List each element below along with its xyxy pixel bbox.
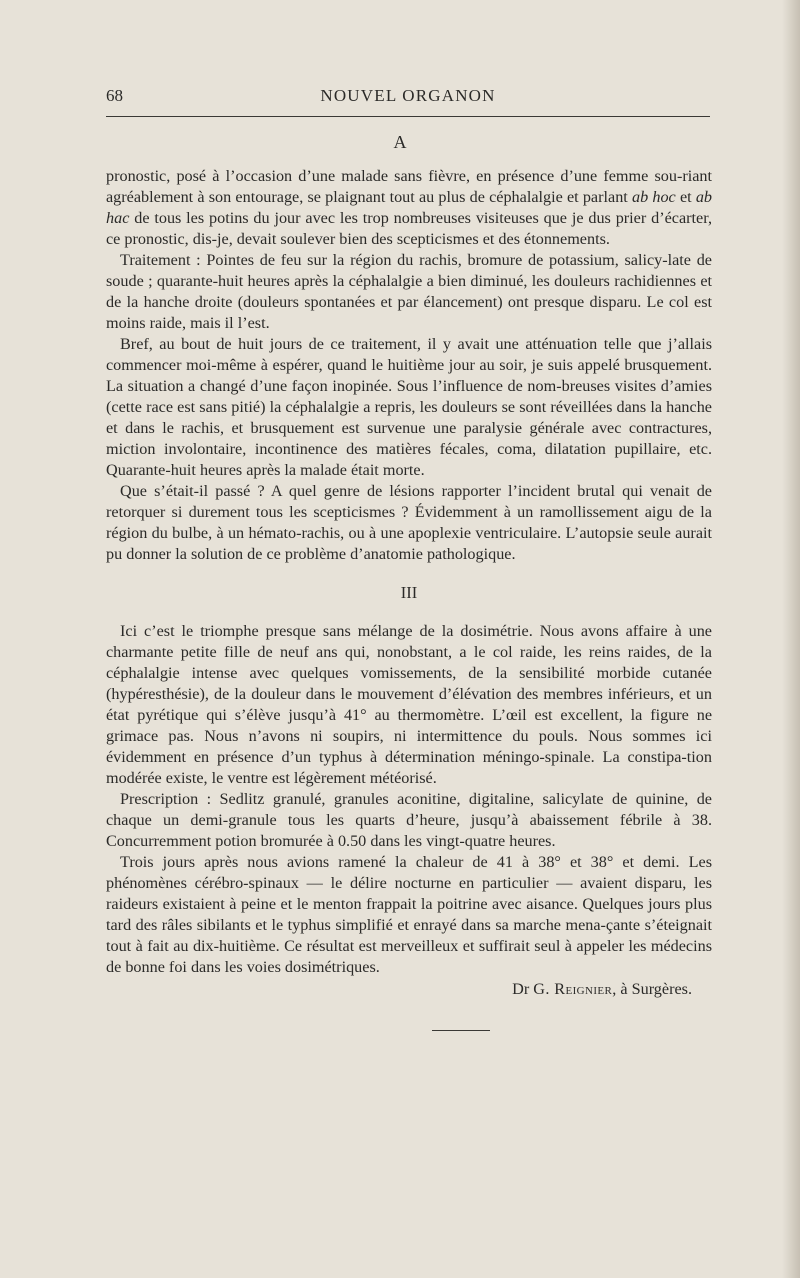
paragraph: Trois jours après nous avions ramené la chaleur de 41 à 38° et 38° et demi. Les phénomènes cérébro-spinaux — le délire nocturne en particulier — avaient disparu, les raideurs existaient à peine et le menton frappait la poitrine avec aisance. Quelques jours plus tard des râles sibilants et le typhus simplifié et enrayé dans sa marche mena-çante s’éteignait tout à fait au dix-huitième. Ce résultat est merveilleux et suffirait seul à appeler les médecins de bonne foi dans les voies dosimétriques. [106,853,712,976]
paragraph: Traitement : Pointes de feu sur la région du rachis, bromure de potassium, salicy-late de soude ; quarante-huit heures après la céphalalgie a bien diminué, les douleurs rachidiennes et de la hanche droite (douleurs spontanées et par élancement) ont presque disparu. Le col est moins raide, mais il l’est. [106,251,712,332]
paragraph: Ici c’est le triomphe presque sans mélange de la dosimétrie. Nous avons affaire à une charmante petite fille de neuf ans qui, nonobstant, a le col raide, les reins raides, de la céphalalgie intense avec quelques vomissements, de la sensibilité morbide cutanée (hypéresthésie), de la douleur dans le mouvement d’élévation des membres inférieurs, et un état pyrétique qui s’élève jusqu’à 41° au thermomètre. L’œil est excellent, la figure ne grimace pas. Nous n’avons ni soupirs, ni intermittence du pouls. Nous sommes ici évidemment en présence d’un typhus à détermination méningo-spinale. La constipa-tion modérée existe, le ventre est légèrement météorisé. [106,622,712,787]
author-title: Dr [512,980,530,998]
section-heading-a: A [393,132,407,152]
author-name: G. Reignier [533,980,613,998]
author-place: , à Surgères. [612,980,692,998]
header-rule [106,116,710,117]
paragraph: Bref, au bout de huit jours de ce traitement, il y avait une atténuation telle que j’allais commencer moi-même à espérer, quand le huitième jour au soir, je suis appelé brusquement. La situation a changé d’une façon inopinée. Sous l’influence de nom-breuses visites d’amies (cette race est sans pitié) la céphalalgie a repris, les douleurs se sont réveillées dans la hanche et dans le rachis, et brusquement est survenue une paralysie générale avec contractures, miction involontaire, incontinence des matières fécales, coma, dilatation pupillaire, etc. Quarante-huit heures après la malade était morte. [106,335,712,479]
running-title: NOUVEL ORGANON [320,86,496,105]
page-number: 68 [106,86,123,105]
end-rule [432,1030,490,1031]
page-edge-shadow [782,0,800,1278]
paragraph: pronostic, posé à l’occasion d’une malade sans fièvre, en présence d’une femme sou-riant agréablement à son entourage, se plaignant tout au plus de céphalalgie et parlant ab hoc et ab hac de tous les potins du jour avec les trop nombreuses visiteuses que je dus prier d’écarter, ce pronostic, dis-je, devait soulever bien des scepticismes et des étonnements. [106,167,713,248]
author-signature [106,979,712,1000]
latin-phrase: ab hoc [631,188,676,206]
section-heading-iii: III [400,583,418,602]
page-header [106,86,710,110]
body-text [106,166,712,1031]
latin-phrase: ab hac [106,188,713,227]
paragraph: Prescription : Sedlitz granulé, granules aconitine, digitaline, salicylate de quinine, de chaque un demi-granule tous les quarts d’heure, jusqu’à abaissement fébrile à 38. Concurremment potion bromurée à 0.50 dans les vingt-quatre heures. [106,790,712,850]
paragraph: Que s’était-il passé ? A quel genre de lésions rapporter l’incident brutal qui venait de retorquer si durement tous les scepticismes ? Évidemment à un ramollissement aigu de la région du bulbe, à un hémato-rachis, ou à une apoplexie ventriculaire. L’autopsie seule aurait pu donner la solution de ce problème d’anatomie pathologique. [106,482,712,563]
